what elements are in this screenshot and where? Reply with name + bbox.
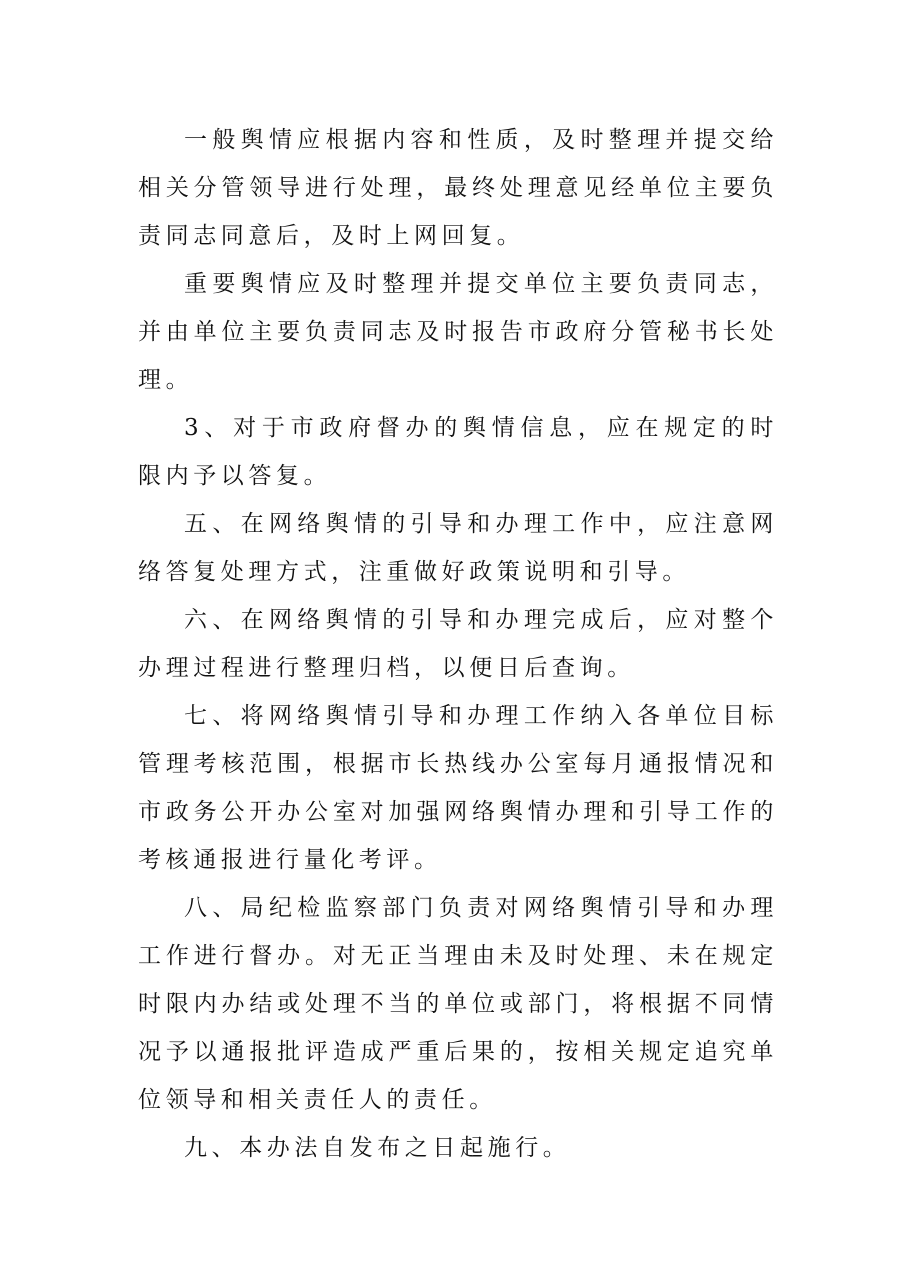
paragraph-supervised-opinion: 3、对于市政府督办的舆情信息，应在规定的时限内予以答复。	[138, 415, 778, 489]
paragraph-important-opinion: 重要舆情应及时整理并提交单位主要负责同志，并由单位主要负责同志及时报告市政府分管秘书长处理。	[138, 271, 778, 393]
paragraph-item-six: 六、在网络舆情的引导和办理完成后，应对整个办理过程进行整理归档，以便日后查询。	[138, 607, 778, 681]
paragraph-item-five: 五、在网络舆情的引导和办理工作中，应注意网络答复处理方式，注重做好政策说明和引导。	[138, 511, 778, 585]
paragraph-item-nine: 九、本办法自发布之日起施行。	[184, 1135, 571, 1161]
paragraph-item-eight: 八、局纪检监察部门负责对网络舆情引导和办理工作进行督办。对无正当理由未及时处理、未在规定时限内办结或处理不当的单位或部门，将根据不同情况予以通报批评造成严重后果的，按相关规定追究单位领导和相关责任人的责任。	[138, 895, 778, 1113]
document-body	[138, 116, 778, 1172]
paragraph-general-opinion: 一般舆情应根据内容和性质，及时整理并提交给相关分管领导进行处理，最终处理意见经单位主要负责同志同意后，及时上网回复。	[138, 127, 778, 249]
paragraph-item-seven: 七、将网络舆情引导和办理工作纳入各单位目标管理考核范围，根据市长热线办公室每月通报情况和市政务公开办公室对加强网络舆情办理和引导工作的考核通报进行量化考评。	[138, 703, 778, 873]
